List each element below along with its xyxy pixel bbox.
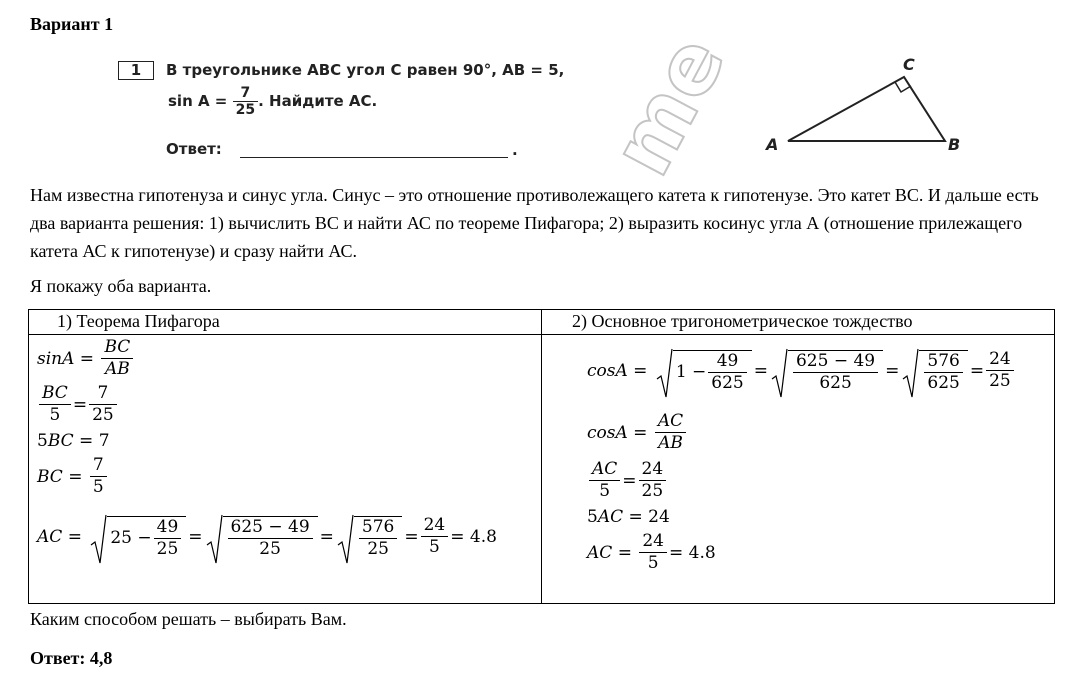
problem-fraction xyxy=(233,85,258,118)
eq-5ac: 5 AC = 24 xyxy=(587,507,670,527)
eq-ac-pythagoras: AC = 25 − $\frac{49}{25}$ = $\frac{625 - 49}{25}$ = $\frac{576}{25}$ = $\frac{24}{5}$ = 4.8 xyxy=(37,513,497,560)
eq-cos-definition: cosA = $\frac{AC}{AB}$ xyxy=(587,411,688,454)
solution-method-2 xyxy=(542,335,1055,604)
vertex-a-label: A xyxy=(766,135,779,154)
eq-cos-identity: cosA = 1 − $\frac{49}{625}$ = $\frac{625 - 49}{625}$ = $\frac{576}{625}$ = $\frac{24}{25}$ xyxy=(587,347,1016,394)
answer-period: . xyxy=(512,141,518,159)
fraction-denominator: 25 xyxy=(235,102,256,118)
watermark-text: me xyxy=(594,21,745,191)
triangle-shape xyxy=(788,77,945,141)
watermark xyxy=(594,21,745,191)
solution-method-1 xyxy=(29,335,542,604)
show-both-text: Я покажу оба варианта. xyxy=(30,276,212,296)
problem-text-line1: В треугольнике ABC угол C равен 90°, AB = 5, xyxy=(166,61,565,79)
vertex-b-label: B xyxy=(948,135,961,154)
answer-label: Ответ: xyxy=(166,140,222,158)
triangle-diagram xyxy=(780,55,970,167)
fraction-numerator: 7 xyxy=(233,85,258,102)
eq-bc-ratio: $\frac{BC}{5}$ = $\frac{7}{25}$ xyxy=(37,383,119,426)
col2-header: 2) Основное тригонометрическое тождество xyxy=(542,310,1055,335)
problem-question: . Найдите AC. xyxy=(258,92,378,110)
vertex-c-label: C xyxy=(903,55,915,74)
eq-ac-ratio: $\frac{AC}{5}$ = $\frac{24}{25}$ xyxy=(587,459,668,502)
col1-header: 1) Теорема Пифагора xyxy=(29,310,542,335)
eq-sin-definition: sinA = $\frac{BC}{AB}$ xyxy=(37,337,135,380)
problem-text-line2 xyxy=(168,85,377,118)
problem-image xyxy=(110,21,990,191)
eq-bc-value: BC = $\frac{7}{5}$ xyxy=(37,455,109,498)
final-answer: Ответ: 4,8 xyxy=(30,648,113,668)
intro-paragraph: Нам известна гипотенуза и синус угла. Синус – это отношение противолежащего катета к гипотенузе. Это катет ВС. И дальше есть два варианта решения: 1) вычислить ВС и найти АС по теореме Пифагора; 2) выразить косинус угла А (отношение прилежащего катета АС к гипотенузе) и сразу найти АС. xyxy=(30,185,1039,261)
closing-text: Каким способом решать – выбирать Вам. xyxy=(30,609,347,629)
sin-label: sin A = xyxy=(168,92,228,110)
variant-title: Вариант 1 xyxy=(30,14,114,34)
eq-ac-value: AC = $\frac{24}{5}$ = 4.8 xyxy=(587,531,716,573)
solution-table xyxy=(28,309,1055,604)
answer-line xyxy=(240,157,508,158)
problem-number: 1 xyxy=(118,61,154,80)
eq-5bc: 5 BC = 7 xyxy=(37,431,110,451)
